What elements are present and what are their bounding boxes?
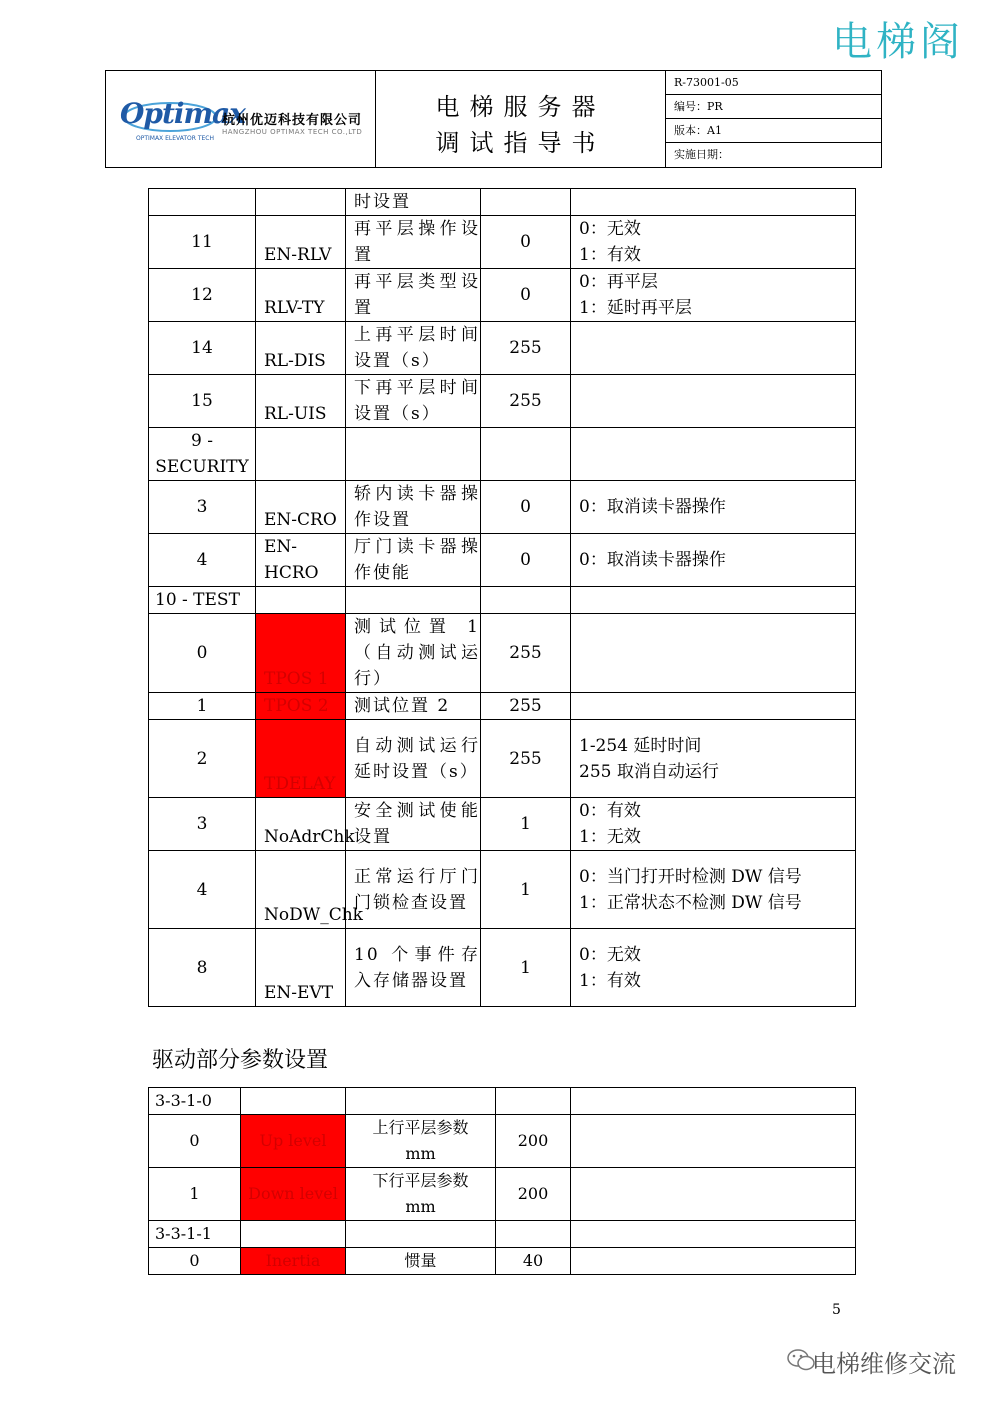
table-cell: 255 [481, 720, 571, 798]
table-row [149, 693, 856, 720]
section-title: 驱动部分参数设置 [152, 1048, 329, 1073]
doc-number: 编号：PR [666, 95, 881, 119]
table-cell: 0 [481, 216, 571, 269]
table-cell [481, 189, 571, 216]
table-cell: RL-DIS [256, 322, 346, 375]
logo-subtitle: OPTIMAX ELEVATOR TECH [136, 135, 214, 142]
table-cell: 下再平层时间设置（s） [346, 375, 481, 428]
table-cell [571, 1221, 856, 1248]
table-cell: TDELAY [256, 720, 346, 798]
table-cell: 再平层类型设置 [346, 269, 481, 322]
company-name-cn: 杭州优迈科技有限公司 [222, 113, 363, 128]
table-row [149, 1221, 856, 1248]
table-cell [481, 587, 571, 614]
table-cell: 0：再平层 1：延时再平层 [571, 269, 856, 322]
table-cell: 自动测试运行延时设置（s） [346, 720, 481, 798]
table-cell: 厅门读卡器操作使能 [346, 534, 481, 587]
table-cell [571, 1088, 856, 1115]
table-cell [571, 1168, 856, 1221]
table-cell [571, 1115, 856, 1168]
watermark-text: 电梯维修交流 [812, 1350, 956, 1378]
table-cell: 时设置 [346, 189, 481, 216]
logo-wordmark: Optimax [120, 97, 246, 130]
table-cell [256, 428, 346, 481]
table-cell: 上行平层参数 mm [346, 1115, 496, 1168]
table-cell: 40 [496, 1248, 571, 1275]
table-cell: 14 [149, 322, 256, 375]
table-cell [571, 614, 856, 693]
table-cell [571, 375, 856, 428]
table-cell [481, 428, 571, 481]
table-cell: 10 个事件存入存储器设置 [346, 929, 481, 1007]
table-cell: 惯量 [346, 1248, 496, 1275]
table-cell: 3-3-1-1 [149, 1221, 241, 1248]
table-cell: 测试位置 1（自动测试运行） [346, 614, 481, 693]
table-cell: 255 [481, 693, 571, 720]
table-cell: 1 [481, 851, 571, 929]
table-cell [346, 1221, 496, 1248]
table-cell [571, 693, 856, 720]
table-cell: 安全测试使能设置 [346, 798, 481, 851]
table-cell: 0 [149, 1248, 241, 1275]
table-cell: 3 [149, 798, 256, 851]
table-cell: NoAdrChk [256, 798, 346, 851]
table-cell: 再平层操作设置 [346, 216, 481, 269]
table-cell: 1-254 延时时间 255 取消自动运行 [571, 720, 856, 798]
table-cell [346, 587, 481, 614]
document-meta [666, 71, 881, 167]
table-row [149, 587, 856, 614]
table-cell [346, 428, 481, 481]
table-cell [149, 189, 256, 216]
table-cell: EN-HCRO [256, 534, 346, 587]
table-cell: EN-CRO [256, 481, 346, 534]
table-cell: 0：当门打开时检测 DW 信号 1：正常状态不检测 DW 信号 [571, 851, 856, 929]
table-cell: RL-UIS [256, 375, 346, 428]
table-row [149, 1168, 856, 1221]
table-cell: 0 [481, 534, 571, 587]
table-cell: 3 [149, 481, 256, 534]
table-cell [571, 1248, 856, 1275]
table-cell: 4 [149, 534, 256, 587]
table-cell: 1 [481, 929, 571, 1007]
doc-code: R-73001-05 [666, 71, 881, 95]
table-cell: 2 [149, 720, 256, 798]
table-cell: 9 - SECURITY [149, 428, 256, 481]
table-row [149, 428, 856, 481]
title-line-2: 调试指导书 [435, 129, 606, 157]
table-row [149, 1088, 856, 1115]
table-cell: 0 [481, 481, 571, 534]
table-row [149, 269, 856, 322]
table-cell [496, 1221, 571, 1248]
table-cell: 8 [149, 929, 256, 1007]
table-row [149, 322, 856, 375]
table-row [149, 1115, 856, 1168]
title-line-1: 电梯服务器 [435, 93, 606, 121]
drive-parameter-table [148, 1087, 856, 1275]
table-cell [571, 587, 856, 614]
table-cell: 轿内读卡器操作设置 [346, 481, 481, 534]
table-row [149, 614, 856, 693]
table-cell [571, 428, 856, 481]
table-row [149, 929, 856, 1007]
table-row [149, 1248, 856, 1275]
table-cell: 1 [481, 798, 571, 851]
table-cell: 上再平层时间设置（s） [346, 322, 481, 375]
table-cell: Up level [241, 1115, 346, 1168]
table-row [149, 216, 856, 269]
table-cell: 0：有效 1：无效 [571, 798, 856, 851]
table-cell: 0：取消读卡器操作 [571, 481, 856, 534]
table-cell: 255 [481, 322, 571, 375]
table-cell [256, 587, 346, 614]
doc-date: 实施日期： [674, 148, 729, 161]
table-row [149, 798, 856, 851]
table-cell: EN-EVT [256, 929, 346, 1007]
company-logo [106, 71, 376, 167]
table-cell: 3-3-1-0 [149, 1088, 241, 1115]
table-row [149, 375, 856, 428]
table-cell: 0 [149, 1115, 241, 1168]
table-cell [346, 1088, 496, 1115]
table-cell [571, 322, 856, 375]
table-cell [241, 1088, 346, 1115]
table-cell: 0：无效 1：有效 [571, 216, 856, 269]
parameter-table [148, 188, 856, 1007]
document-header [105, 70, 882, 168]
table-cell: 1 [149, 693, 256, 720]
table-cell: 12 [149, 269, 256, 322]
table-cell: Inertia [241, 1248, 346, 1275]
table-cell: 测试位置 2 [346, 693, 481, 720]
company-name-en: HANGZHOU OPTIMAX TECH CO.,LTD [222, 128, 363, 136]
table-cell [256, 189, 346, 216]
document-title [376, 71, 666, 167]
page-number: 5 [832, 1302, 841, 1318]
table-row [149, 851, 856, 929]
table-cell: 0 [481, 269, 571, 322]
table-cell [241, 1221, 346, 1248]
table-cell [496, 1088, 571, 1115]
table-cell: Down level [241, 1168, 346, 1221]
table-row [149, 720, 856, 798]
brand-watermark: 电梯阁 [832, 19, 964, 65]
table-cell: RLV-TY [256, 269, 346, 322]
table-cell: 255 [481, 614, 571, 693]
table-cell: 200 [496, 1115, 571, 1168]
table-cell: NoDW_Chk [256, 851, 346, 929]
table-cell: 11 [149, 216, 256, 269]
table-cell [571, 189, 856, 216]
table-row [149, 481, 856, 534]
table-cell: 0：无效 1：有效 [571, 929, 856, 1007]
table-cell: 0 [149, 614, 256, 693]
table-cell: 255 [481, 375, 571, 428]
table-row [149, 534, 856, 587]
table-cell: EN-RLV [256, 216, 346, 269]
table-cell: 下行平层参数 mm [346, 1168, 496, 1221]
table-cell: TPOS 2 [256, 693, 346, 720]
doc-version: 版本：A1 [666, 119, 881, 143]
table-cell: 200 [496, 1168, 571, 1221]
table-cell: 4 [149, 851, 256, 929]
table-row [149, 189, 856, 216]
table-cell: 10 - TEST [149, 587, 256, 614]
table-cell: TPOS 1 [256, 614, 346, 693]
table-cell: 正常运行厅门门锁检查设置 [346, 851, 481, 929]
table-cell: 0：取消读卡器操作 [571, 534, 856, 587]
table-cell: 1 [149, 1168, 241, 1221]
table-cell: 15 [149, 375, 256, 428]
